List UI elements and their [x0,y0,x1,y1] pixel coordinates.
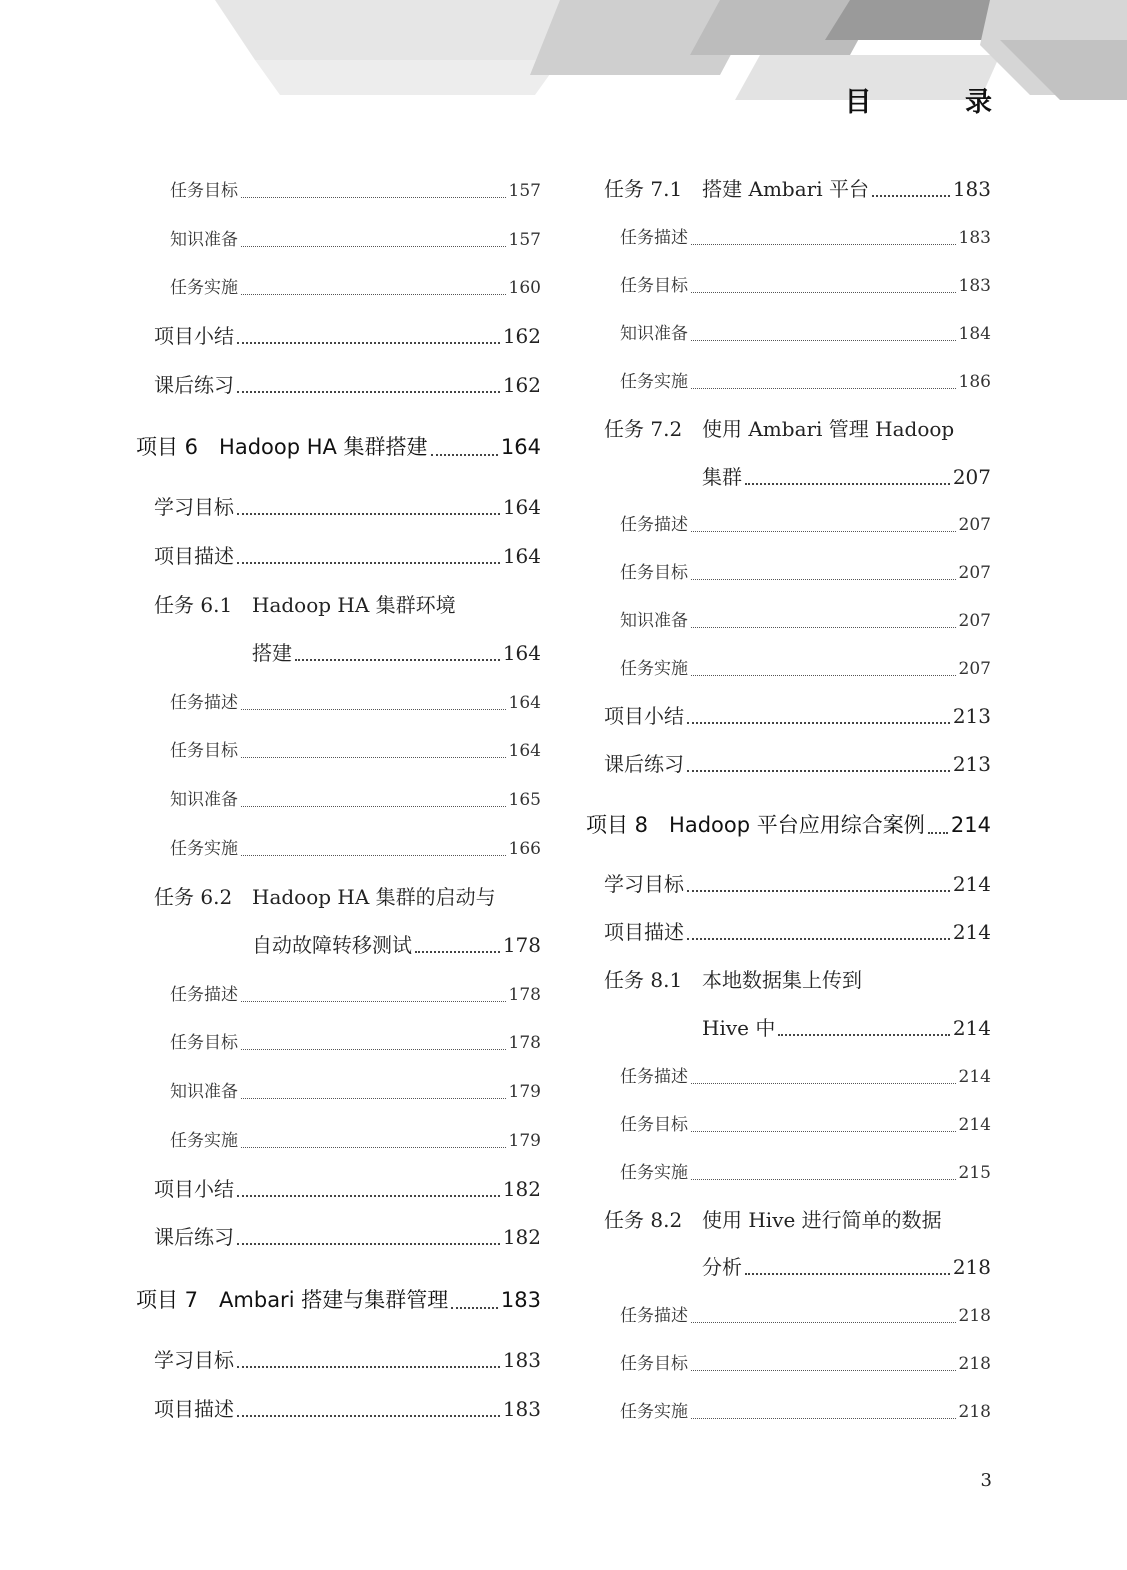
dot-leader [691,1417,956,1419]
toc-entry[interactable] [604,922,991,942]
entry-page: 164 [508,741,541,761]
entry-page: 162 [502,373,541,397]
entry-page: 184 [958,324,991,344]
entry-label: 任务描述 [620,1067,688,1087]
entry-page: 178 [508,985,541,1005]
entry-label: 知识准备 [170,230,238,250]
entry-page: 183 [500,1288,541,1312]
dot-leader [687,937,950,940]
entry-label: 任务目标 [620,276,688,296]
dot-leader [241,196,506,198]
toc-entry[interactable] [154,1399,541,1419]
entry-label: 搭建 [252,641,292,665]
dot-leader [237,1194,500,1197]
entry-page: 207 [958,563,991,583]
page-number: 3 [980,1470,992,1491]
toc-entry[interactable] [154,546,541,566]
entry-label: 任务实施 [620,1402,688,1422]
entry-label: 项目小结 [154,324,234,348]
toc-entry[interactable] [154,497,541,517]
toc-entry[interactable] [170,695,541,712]
toc-entry[interactable] [170,232,541,249]
entry-label: 任务描述 [170,985,238,1005]
toc-entry[interactable] [154,1227,541,1247]
task-number: 任务 6.1 [154,593,233,617]
dot-leader [295,658,500,661]
entry-page: 165 [508,790,541,810]
task-title: Hadoop HA 集群环境 [252,593,456,617]
entry-page: 162 [502,324,541,348]
entry-page: 183 [502,1397,541,1421]
entry-page: 214 [950,813,991,837]
toc-entry[interactable] [620,278,991,295]
toc-entry[interactable] [620,230,991,247]
toc-entry[interactable] [252,935,541,955]
entry-label: 任务描述 [620,1306,688,1326]
entry-label: 任务实施 [620,1163,688,1183]
toc-entry[interactable] [620,1069,991,1086]
dot-leader [241,708,506,710]
toc-entry[interactable] [620,1356,991,1373]
dot-leader [451,1306,498,1309]
dot-leader [691,291,956,293]
dot-leader [691,1130,956,1132]
entry-page: 178 [502,933,541,957]
entry-label: 知识准备 [620,611,688,631]
task-number: 任务 7.2 [604,417,683,441]
toc-entry[interactable] [620,1117,991,1134]
toc-entry[interactable] [154,326,541,346]
toc-entry[interactable] [170,987,541,1004]
dot-leader [241,854,506,856]
toc-entry[interactable] [702,467,991,487]
entry-label: 任务目标 [620,563,688,583]
entry-page: 214 [952,920,991,944]
entry-label: 项目小结 [154,1177,234,1201]
toc-entry[interactable] [604,706,991,726]
dot-leader [691,626,956,628]
entry-page: 215 [958,1163,991,1183]
entry-page: 218 [958,1306,991,1326]
toc-entry[interactable] [620,326,991,343]
entry-label: 任务描述 [620,228,688,248]
entry-label: 项目小结 [604,704,684,728]
entry-label: 知识准备 [170,1082,238,1102]
toc-project-entry[interactable] [136,437,541,458]
toc-entry[interactable] [170,841,541,858]
dot-leader [691,387,956,389]
dot-leader [237,1242,500,1245]
entry-label: 任务 7.1 搭建 Ambari 平台 [604,177,869,201]
entry-page: 183 [958,228,991,248]
toc-entry[interactable] [154,1179,541,1199]
dot-leader [241,1146,506,1148]
entry-page: 164 [502,641,541,665]
dot-leader [687,889,950,892]
toc-entry[interactable] [702,1018,991,1038]
entry-label: 项目 6 Hadoop HA 集群搭建 [136,435,428,459]
entry-page: 164 [502,544,541,568]
entry-page: 178 [508,1033,541,1053]
toc-entry[interactable] [170,1084,541,1101]
page-title: 目 录 [844,87,1034,118]
entry-label: 课后练习 [154,373,234,397]
entry-page: 207 [952,465,991,489]
toc-entry[interactable] [620,613,991,630]
dot-leader [778,1033,949,1036]
entry-page: 182 [502,1225,541,1249]
entry-label: 任务描述 [170,693,238,713]
entry-label: 任务实施 [170,278,238,298]
toc-entry[interactable] [620,374,991,391]
entry-page: 186 [958,372,991,392]
dot-leader [872,194,950,197]
dot-leader [691,243,956,245]
dot-leader [745,482,950,485]
dot-leader [237,1365,500,1368]
entry-label: 任务目标 [170,1033,238,1053]
entry-label: 任务目标 [620,1354,688,1374]
entry-label: 任务实施 [170,1131,238,1151]
task-title: 使用 Ambari 管理 Hadoop [702,417,955,441]
toc-entry[interactable] [252,643,541,663]
entry-page: 179 [508,1131,541,1151]
entry-label: 任务目标 [620,1115,688,1135]
entry-page: 214 [952,1016,991,1040]
task-title: 本地数据集上传到 [702,968,862,992]
entry-label: 知识准备 [170,790,238,810]
dot-leader [241,1048,506,1050]
entry-page: 214 [958,1115,991,1135]
toc-entry[interactable] [170,183,541,200]
entry-page: 183 [952,177,991,201]
entry-label: 学习目标 [604,872,684,896]
toc-entry[interactable] [604,754,991,774]
entry-page: 157 [508,230,541,250]
entry-page: 179 [508,1082,541,1102]
dot-leader [415,950,500,953]
dot-leader [687,721,950,724]
entry-page: 213 [952,752,991,776]
entry-page: 214 [952,872,991,896]
toc-project-entry[interactable] [586,815,991,836]
entry-label: 课后练习 [604,752,684,776]
dot-leader [241,293,506,295]
dot-leader [691,674,956,676]
toc-project-entry[interactable] [136,1290,541,1311]
dot-leader [691,1321,956,1323]
entry-label: 学习目标 [154,1348,234,1372]
dot-leader [687,769,950,772]
entry-label: 项目描述 [604,920,684,944]
entry-label: 任务描述 [620,515,688,535]
entry-label: 知识准备 [620,324,688,344]
entry-page: 207 [958,659,991,679]
toc-entry[interactable] [620,1308,991,1325]
entry-label: Hive 中 [702,1016,776,1040]
entry-label: 分析 [702,1255,742,1279]
toc-entry[interactable] [170,280,541,297]
task-number: 任务 6.2 [154,885,233,909]
toc-entry[interactable] [604,874,991,894]
entry-page: 218 [952,1255,991,1279]
toc-entry[interactable] [702,1257,991,1277]
task-title: Hadoop HA 集群的启动与 [252,885,496,909]
toc-task-heading[interactable] [604,970,862,990]
dot-leader [691,578,956,580]
toc-entry[interactable] [620,517,991,534]
dot-leader [745,1272,950,1275]
entry-label: 任务目标 [170,741,238,761]
dot-leader [237,390,500,393]
entry-label: 项目描述 [154,544,234,568]
dot-leader [431,453,498,456]
entry-page: 218 [958,1402,991,1422]
toc-task-heading[interactable] [154,887,496,907]
entry-label: 任务实施 [620,372,688,392]
toc-entry[interactable] [170,792,541,809]
dot-leader [237,1414,500,1417]
entry-label: 任务目标 [170,181,238,201]
entry-label: 学习目标 [154,495,234,519]
toc-entry[interactable] [170,1035,541,1052]
task-number: 任务 8.1 [604,968,683,992]
entry-page: 183 [958,276,991,296]
entry-page: 183 [502,1348,541,1372]
entry-label: 自动故障转移测试 [252,933,412,957]
dot-leader [691,530,956,532]
toc-task-heading[interactable] [604,419,954,439]
dot-leader [237,561,500,564]
dot-leader [691,1369,956,1371]
entry-label: 任务实施 [620,659,688,679]
dot-leader [237,341,500,344]
entry-page: 214 [958,1067,991,1087]
toc-entry[interactable] [154,1350,541,1370]
entry-label: 集群 [702,465,742,489]
dot-leader [241,756,506,758]
toc-task-heading[interactable] [154,595,456,615]
entry-label: 项目 8 Hadoop 平台应用综合案例 [586,813,925,837]
dot-leader [241,805,506,807]
toc-entry[interactable] [604,179,991,199]
entry-page: 166 [508,839,541,859]
dot-leader [691,1082,956,1084]
dot-leader [691,339,956,341]
entry-label: 项目描述 [154,1397,234,1421]
dot-leader [928,831,948,834]
toc-entry[interactable] [620,565,991,582]
dot-leader [237,512,500,515]
task-title: 使用 Hive 进行简单的数据 [702,1208,942,1232]
entry-page: 207 [958,515,991,535]
dot-leader [241,1097,506,1099]
entry-label: 课后练习 [154,1225,234,1249]
toc-task-heading[interactable] [604,1210,942,1230]
toc-entry[interactable] [154,375,541,395]
toc-entry[interactable] [620,661,991,678]
dot-leader [241,1000,506,1002]
entry-page: 164 [502,495,541,519]
entry-page: 160 [508,278,541,298]
entry-label: 项目 7 Ambari 搭建与集群管理 [136,1288,449,1312]
dot-leader [241,245,506,247]
toc-entry[interactable] [620,1165,991,1182]
entry-page: 182 [502,1177,541,1201]
entry-label: 任务实施 [170,839,238,859]
dot-leader [691,1178,956,1180]
toc-entry[interactable] [170,743,541,760]
entry-page: 164 [508,693,541,713]
entry-page: 164 [500,435,541,459]
entry-page: 213 [952,704,991,728]
task-number: 任务 8.2 [604,1208,683,1232]
toc-entry[interactable] [620,1404,991,1421]
entry-page: 207 [958,611,991,631]
entry-page: 157 [508,181,541,201]
toc-entry[interactable] [170,1133,541,1150]
entry-page: 218 [958,1354,991,1374]
